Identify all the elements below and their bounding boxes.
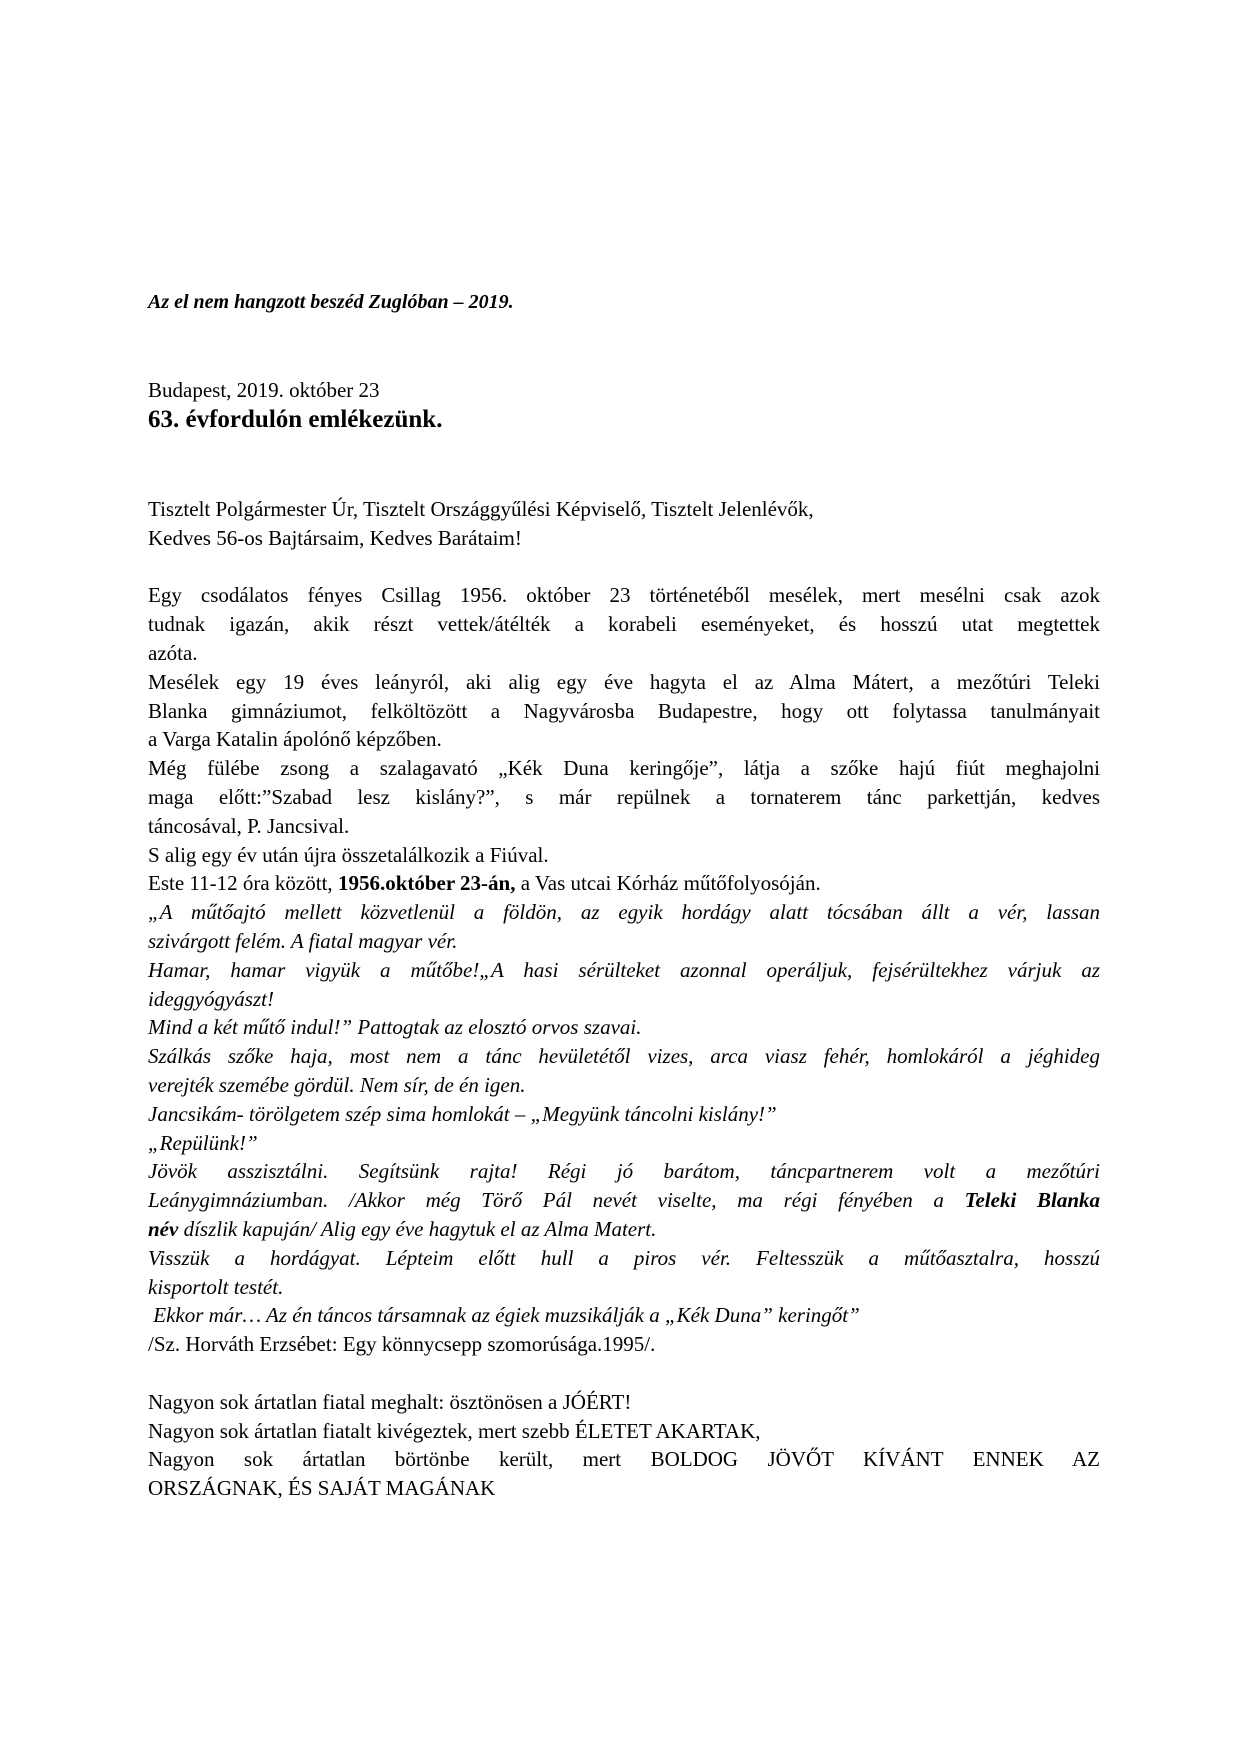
closing-line: Nagyon sok ártatlan fiatal meghalt: ösztönösen a JÓÉRT!: [148, 1389, 632, 1414]
paragraph-line: S alig egy év után újra összetalálkozik a Fiúval.: [148, 842, 549, 867]
quote-line: szivárgott felém. A fiatal magyar vér.: [148, 928, 458, 953]
quote-line: Jövök asszisztálni. Segítsünk rajta! Régi jó barátom, táncpartnerem volt a mezőtúri: [148, 1159, 1100, 1184]
quote-line: kisportolt testét.: [148, 1274, 284, 1299]
paragraph-line: táncosával, P. Jancsival.: [148, 813, 350, 838]
text-run: Leánygimnáziumban. /Akkor még Törő Pál nevét viselte, ma régi fényében a: [148, 1188, 965, 1213]
bold-name: Teleki Blanka: [964, 1188, 1100, 1213]
bold-name: név: [148, 1216, 179, 1241]
closing-line: Nagyon sok ártatlan börtönbe került, mert BOLDOG JÖVŐT KÍVÁNT ENNEK AZ: [148, 1447, 1100, 1472]
paragraph-line: Blanka gimnáziumot, felköltözött a Nagyvárosba Budapestre, hogy ott folytassa tanulmányait: [148, 698, 1100, 723]
quote-line: „Repülünk!”: [148, 1130, 258, 1155]
quote-line: Szálkás szőke haja, most nem a tánc hevületétől vizes, arca viasz fehér, homlokáról a jéghideg: [148, 1044, 1100, 1069]
quote-line: verejték szemébe gördül. Nem sír, de én igen.: [148, 1072, 526, 1097]
greeting-line: Tisztelt Polgármester Úr, Tisztelt Országgyűlési Képviselő, Tisztelt Jelenlévők,: [148, 497, 814, 521]
bold-date: 1956.október 23-án,: [337, 871, 516, 896]
paragraph-line: Mesélek egy 19 éves leányról, aki alig egy éve hagyta el az Alma Mátert, a mezőtúri Teleki: [148, 669, 1100, 694]
citation: /Sz. Horváth Erzsébet: Egy könnycsepp szomorúsága.1995/.: [148, 1332, 656, 1357]
document-subtitle: Az el nem hangzott beszéd Zuglóban – 2019.: [148, 291, 514, 313]
quote-line: „A műtőajtó mellett közvetlenül a földön, az egyik hordágy alatt tócsában állt a vér, lassan: [148, 900, 1100, 925]
date-line: Budapest, 2019. október 23: [148, 378, 380, 402]
greeting-line: Kedves 56-os Bajtársaim, Kedves Barátaim!: [148, 525, 522, 550]
paragraph-line: Még fülébe zsong a szalagavató „Kék Duna keringője”, látja a szőke hajú fiút meghajolni: [148, 756, 1100, 781]
quote-line: Hamar, hamar vigyük a műtőbe!„A hasi sérülteket azonnal operáljuk, fejsérültekhez várjuk az: [148, 957, 1100, 982]
closing-line: Nagyon sok ártatlan fiatalt kivégeztek, mert szebb ÉLETET AKARTAK,: [148, 1418, 761, 1443]
closing-line: ORSZÁGNAK, ÉS SAJÁT MAGÁNAK: [148, 1476, 496, 1501]
paragraph-line: a Varga Katalin ápolónő képzőben.: [148, 727, 442, 752]
quote-line: Mind a két műtő indul!” Pattogtak az elosztó orvos szavai.: [148, 1015, 642, 1040]
quote-line: Jancsikám- törölgetem szép sima homlokát – „Megyünk táncolni kislány!”: [148, 1101, 777, 1126]
text-run: díszlik kapuján/ Alig egy éve hagytuk el az Alma Matert.: [178, 1216, 657, 1241]
quote-line: ideggyógyászt!: [148, 986, 274, 1011]
page-title: 63. évfordulón emlékezünk.: [148, 406, 443, 433]
paragraph-line: [148, 869, 1100, 898]
paragraph-line: Egy csodálatos fényes Csillag 1956. október 23 történetéből mesélek, mert mesélni csak azok: [148, 583, 1100, 608]
quote-line: Ekkor már… Az én táncos társamnak az égiek muzsikálják a „Kék Duna” keringőt”: [148, 1303, 860, 1328]
paragraph-line: maga előtt:”Szabad lesz kislány?”, s már repülnek a tornaterem tánc parkettján, kedves: [148, 784, 1100, 809]
paragraph-line: tudnak igazán, akik részt vettek/átélték a korabeli eseményeket, és hosszú utat megtettek: [148, 612, 1100, 637]
quote-line: Visszük a hordágyat. Lépteim előtt hull a piros vér. Feltesszük a műtőasztalra, hosszú: [148, 1245, 1100, 1270]
paragraph-line: azóta.: [148, 640, 198, 665]
document-body: [148, 495, 1100, 1503]
text-run: a Vas utcai Kórház műtőfolyosóján.: [515, 871, 821, 896]
quote-line: [148, 1215, 1100, 1244]
quote-line: [148, 1186, 1100, 1215]
text-run: Este 11-12 óra között,: [148, 871, 338, 896]
